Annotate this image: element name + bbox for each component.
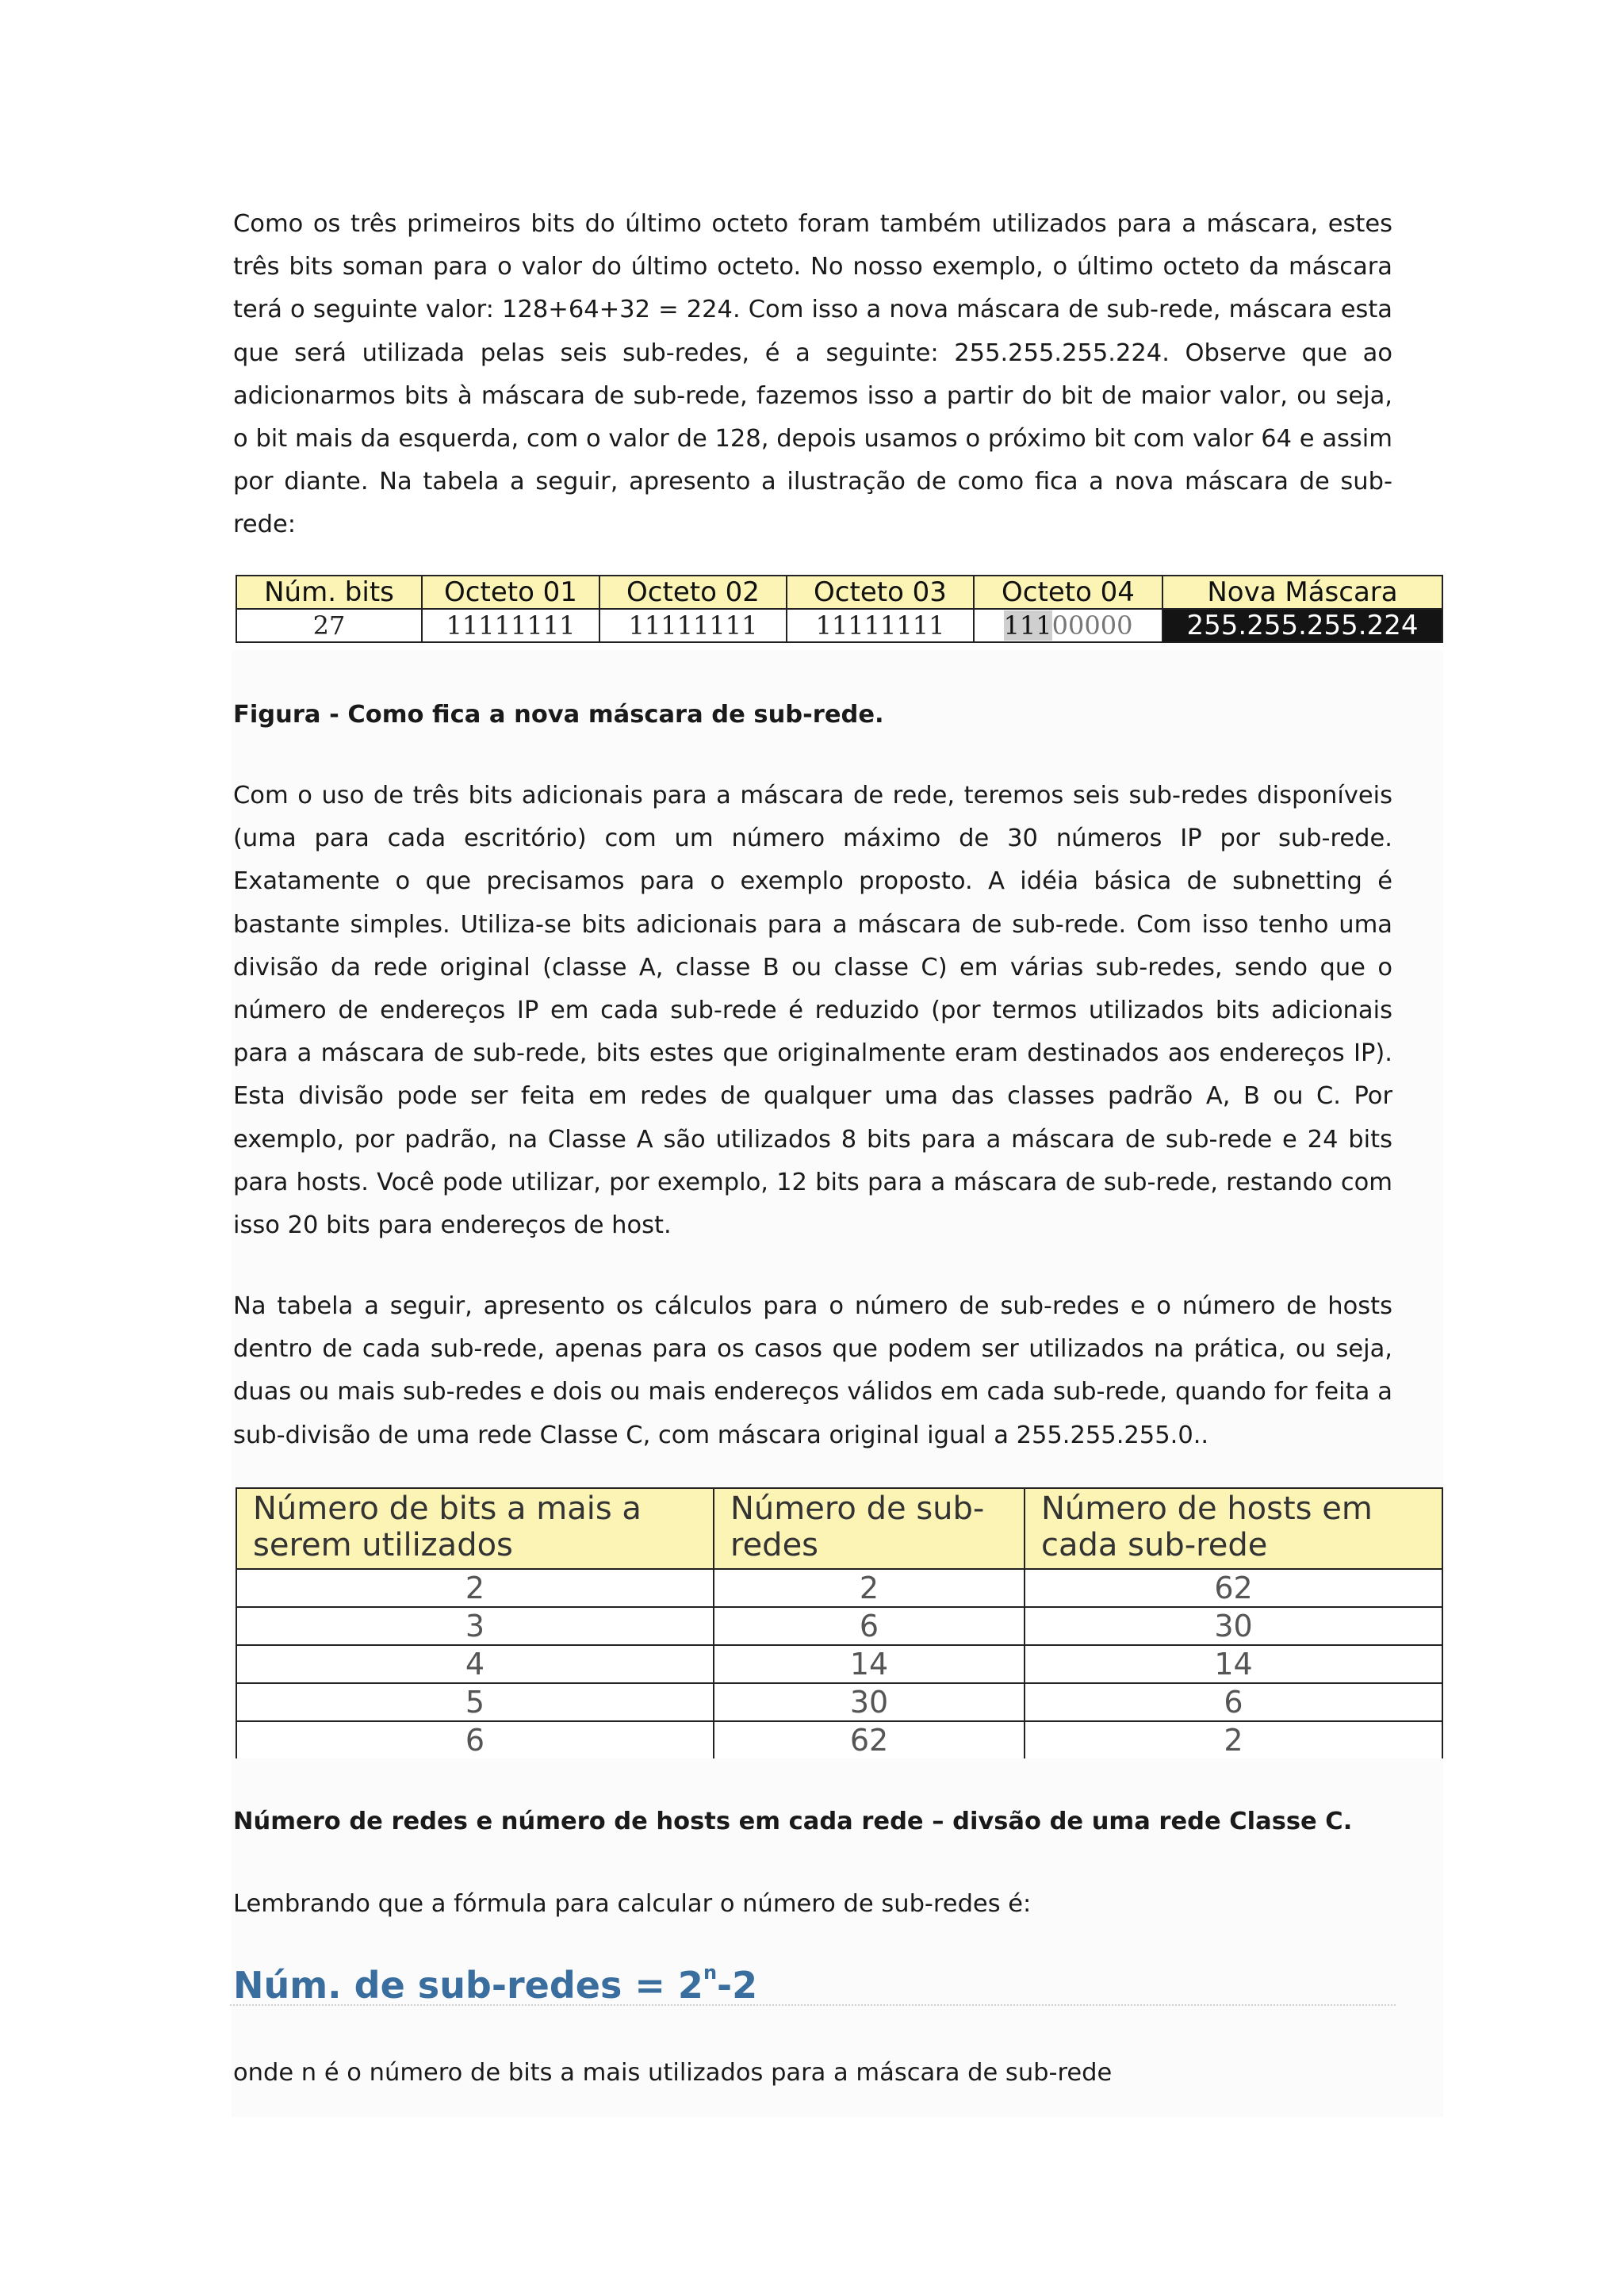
formula-exponent: n bbox=[703, 1961, 718, 1984]
header-octet-04: Octeto 04 bbox=[974, 576, 1162, 609]
cell-num-bits: 27 bbox=[236, 609, 422, 642]
cell-new-mask: 255.255.255.224 bbox=[1162, 609, 1442, 642]
header-octet-02: Octeto 02 bbox=[599, 576, 787, 609]
table-row bbox=[236, 1721, 1442, 1758]
cell-subnets: 2 bbox=[714, 1569, 1025, 1607]
table-row bbox=[236, 1645, 1442, 1683]
dotted-divider bbox=[230, 2004, 1396, 2006]
cell-hosts: 62 bbox=[1025, 1569, 1442, 1607]
header-num-hosts: Número de hosts em cada sub-rede bbox=[1025, 1488, 1442, 1569]
cell-subnets: 62 bbox=[714, 1721, 1025, 1758]
cell-octet-01: 11111111 bbox=[422, 609, 599, 642]
table-header-row bbox=[236, 1488, 1442, 1569]
paragraph-mask-explanation: Como os três primeiros bits do último octeto foram também utilizados para a máscara, estes três bits soman para o valor do último octeto. No nosso exemplo, o último octeto da máscara terá o seguinte valor: 128+64+32 = 224. Com isso a nova máscara de sub-rede, máscara esta que será utilizada pelas seis sub-redes, é a seguinte: 255.255.255.224. Observe que ao adicionarmos bits à máscara de sub-rede, fazemos isso a partir do bit de maior valor, ou seja, o bit mais da esquerda, com o valor de 128, depois usamos o próximo bit com valor 64 e assim por diante. Na tabela a seguir, apresento a ilustração de como fica a nova máscara de sub-rede: bbox=[233, 210, 1392, 539]
paragraph-n-definition: onde n é o número de bits a mais utilizados para a máscara de sub-rede bbox=[233, 2059, 1113, 2087]
table-caption-class-c: Número de redes e número de hosts em cada rede – divsão de uma rede Classe C. bbox=[233, 1808, 1353, 1835]
cell-hosts: 2 bbox=[1025, 1721, 1442, 1758]
paragraph-formula-intro: Lembrando que a fórmula para calcular o número de sub-redes é: bbox=[233, 1890, 1032, 1918]
cell-bits: 4 bbox=[236, 1645, 714, 1683]
table-row bbox=[236, 1683, 1442, 1721]
cell-octet-04 bbox=[974, 609, 1162, 642]
table-row bbox=[236, 609, 1442, 642]
header-num-bits: Núm. bits bbox=[236, 576, 422, 609]
subnet-hosts-table bbox=[236, 1487, 1443, 1758]
new-mask-table bbox=[236, 575, 1443, 643]
cell-subnets: 30 bbox=[714, 1683, 1025, 1721]
table-row bbox=[236, 1607, 1442, 1645]
header-octet-01: Octeto 01 bbox=[422, 576, 599, 609]
header-num-subnets: Número de sub-redes bbox=[714, 1488, 1025, 1569]
cell-hosts: 30 bbox=[1025, 1607, 1442, 1645]
formula-tail: -2 bbox=[717, 1964, 758, 2007]
header-new-mask: Nova Máscara bbox=[1162, 576, 1442, 609]
table-row bbox=[236, 1569, 1442, 1607]
cell-octet-02: 11111111 bbox=[599, 609, 787, 642]
cell-subnets: 6 bbox=[714, 1607, 1025, 1645]
octet-04-subnet-bits: 111 bbox=[1003, 610, 1052, 641]
header-octet-03: Octeto 03 bbox=[787, 576, 974, 609]
cell-bits: 3 bbox=[236, 1607, 714, 1645]
cell-subnets: 14 bbox=[714, 1645, 1025, 1683]
header-extra-bits: Número de bits a mais a serem utilizados bbox=[236, 1488, 714, 1569]
octet-04-host-bits: 00000 bbox=[1051, 610, 1133, 641]
cell-octet-03: 11111111 bbox=[787, 609, 974, 642]
cell-bits: 6 bbox=[236, 1721, 714, 1758]
paragraph-table-intro: Na tabela a seguir, apresento os cálculos para o número de sub-redes e o número de hosts dentro de cada sub-rede, apenas para os casos que podem ser utilizados na prática, ou seja, duas ou mais sub-redes e dois ou mais endereços válidos em cada sub-rede, quando for feita a sub-divisão de uma rede Classe C, com máscara original igual a 255.255.255.0.. bbox=[233, 1292, 1392, 1449]
cell-hosts: 14 bbox=[1025, 1645, 1442, 1683]
formula-heading bbox=[233, 1949, 757, 2009]
paragraph-subnetting: Com o uso de três bits adicionais para a máscara de rede, teremos seis sub-redes disponíveis (uma para cada escritório) com um número máximo de 30 números IP por sub-rede. Exatamente o que precisamos para o exemplo proposto. A idéia básica de subnetting é bastante simples. Utiliza-se bits adicionais para a máscara de sub-rede. Com isso tenho uma divisão da rede original (classe A, classe B ou classe C) em várias sub-redes, sendo que o número de endereços IP em cada sub-rede é reduzido (por termos utilizados bits adicionais para a máscara de sub-rede, bits estes que originalmente eram destinados aos endereços IP). Esta divisão pode ser feita em redes de qualquer uma das classes padrão A, B ou C. Por exemplo, por padrão, na Classe A são utilizados 8 bits para a máscara de sub-rede e 24 bits para hosts. Você pode utilizar, por exemplo, 12 bits para a máscara de sub-rede, restando com isso 20 bits para endereços de host. bbox=[233, 782, 1392, 1240]
table-header-row bbox=[236, 576, 1442, 609]
figure-caption-mask: Figura - Como fica a nova máscara de sub-rede. bbox=[233, 701, 884, 729]
cell-hosts: 6 bbox=[1025, 1683, 1442, 1721]
cell-bits: 5 bbox=[236, 1683, 714, 1721]
formula-base: Núm. de sub-redes = 2 bbox=[233, 1964, 703, 2007]
cell-bits: 2 bbox=[236, 1569, 714, 1607]
